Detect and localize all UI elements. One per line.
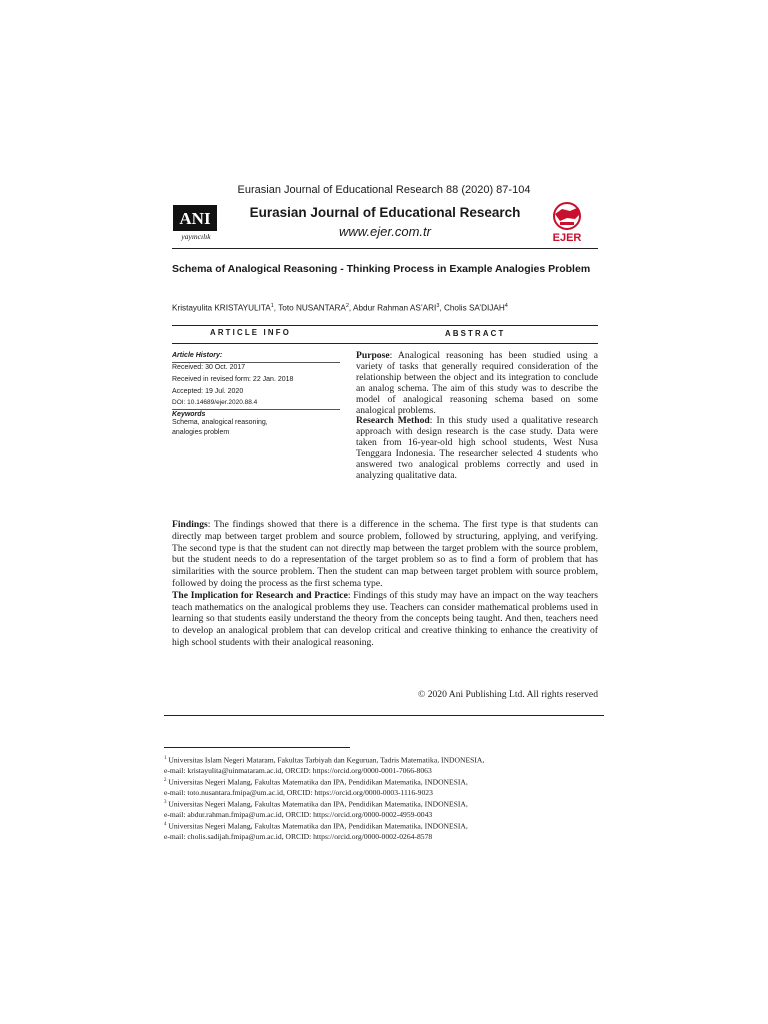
footnote-rule [164,747,350,748]
footnote-contact[interactable]: e-mail: toto.nusantara.fmipa@um.ac.id, ORCID: https://orcid.org/0000-0003-1116-9023 [164,787,433,797]
footnote-affiliation: Universitas Negeri Malang, Fakultas Matematika dan IPA, Pendidikan Matematika, INDONESIA, [168,799,468,809]
footnote-affiliation: Universitas Islam Negeri Mataram, Fakultas Tarbiyah dan Keguruan, Tadris Matematika, INDONESIA, [168,755,485,765]
footnote-affiliation: Universitas Negeri Malang, Fakultas Matematika dan IPA, Pendidikan Matematika, INDONESIA, [168,821,468,831]
author-list [172,303,602,313]
author-separator: , [273,303,279,313]
ejer-logo-text: EJER [552,232,582,244]
footnote [164,820,604,832]
ejer-logo [540,200,594,244]
footnote [164,798,604,810]
section-rule-bottom [172,343,598,344]
footnote-contact[interactable]: e-mail: cholis.sadijah.fmipa@um.ac.id, ORCID: https://orcid.org/0000-0002-0264-8578 [164,832,433,842]
ani-logo-sub: yayıncılık [181,232,211,241]
footnote-sup: 3 [164,800,167,806]
author-name: Cholis SA’DIJAH [443,303,505,313]
footnote-affiliation: Universitas Negeri Malang, Fakultas Matematika dan IPA, Pendidikan Matematika, INDONESIA, [168,777,468,787]
footnote-sup: 2 [164,778,167,784]
abstract-heading: ABSTRACT [445,329,506,338]
purpose-label: Purpose [356,350,390,361]
author-sup: 3 [436,303,440,309]
history-rule [172,362,340,363]
history-label: Article History: [172,352,223,359]
author-sup: 4 [504,303,508,309]
findings-text: : The findings showed that there is a difference in the schema. The first type is that students can directly map between target problem and source problem, followed by structuring, applying, and verifying. The second type is that the student can not directly map between the target problem with the source problem, but the student needs to do a representation of the target problem so as to find a form of problem that has similarities with the source problem. Then the student can map between target problem with source problem, followed by doing the process as the first schema type. [172,519,598,589]
journal-citation: Eurasian Journal of Educational Research 88 (2020) 87-104 [237,184,531,196]
method-label: Research Method [356,415,430,427]
author-separator: , [348,303,354,313]
implication-label: The Implication for Research and Practice [172,589,348,601]
footnote-contact[interactable]: e-mail: kristayulita@uinmataram.ac.id, ORCID: https://orcid.org/0000-0001-7066-8063 [164,765,432,775]
doi[interactable]: DOI: 10.14689/ejer.2020.88.4 [172,399,258,406]
accepted-date: Accepted: 19 Jul. 2020 [172,388,244,395]
footnote-contact[interactable]: e-mail: abdur.rahman.fmipa@um.ac.id, ORCID: https://orcid.org/0000-0002-4959-0043 [164,810,433,820]
article-info-heading: ARTICLE INFO [210,328,291,337]
author-name: Toto NUSANTARA [278,303,346,313]
header-rule [172,248,598,249]
footnotes [164,754,604,843]
findings-label: Findings [172,519,208,530]
author-separator: , [439,303,444,313]
keywords-label: Keywords [172,411,206,418]
author-name: Kristayulita KRISTAYULITA [172,303,271,313]
abstract-column [356,351,598,482]
implication-text: : Findings of this study may have an impact on the way teachers teach mathematics on the analogical problems they use. Teachers can consider mathematical problems used in learning so that students easily understand the theory from the concepts being taught. And then, teachers need to develop an analogical problem that can develop critical and creative thinking to enhance the creativity of high school students with their analogical reasoning. [172,589,598,648]
journal-name: Eurasian Journal of Educational Research [249,205,521,220]
author-name: Abdur Rahman AS’ARI [353,303,437,313]
received-date: Received: 30 Oct. 2017 [172,364,246,371]
abstract-full-width [172,519,598,649]
keywords-text: Schema, analogical reasoning, analogies problem [172,419,268,436]
ani-publishing-logo [172,203,220,241]
keywords-rule [172,409,340,410]
paper-title: Schema of Analogical Reasoning - Thinking Process in Example Analogies Problem [172,263,591,275]
purpose-text: : Analogical reasoning has been studied using a variety of tasks that generally required consideration of the relationship between the object and its integration to conclude an analog schema. The aim of this study was to describe the model of analogical reasoning schema based on some analogical problems. [356,350,598,416]
author-sup: 1 [270,303,274,309]
section-rule-top [172,325,598,326]
revised-date: Received in revised form: 22 Jan. 2018 [172,376,294,383]
abstract-end-rule [164,715,604,716]
footnote [164,754,604,766]
author-sup: 2 [345,303,349,309]
method-text: : In this study used a qualitative research approach with design research is the case study. Data were taken from 16-year-old high school students, West Nusa Tenggara Indonesia. The researcher selected 4 students who answered two analogical problems correctly and used in analyzing qualitative data. [356,415,599,481]
footnote [164,776,604,788]
ani-logo-text: ANI [179,209,211,228]
footnote-sup: 4 [164,822,167,828]
footnote-sup: 1 [164,756,167,761]
journal-url[interactable]: www.ejer.com.tr [339,224,431,239]
copyright: © 2020 Ani Publishing Ltd. All rights reserved [418,689,598,700]
article-info [172,352,340,438]
